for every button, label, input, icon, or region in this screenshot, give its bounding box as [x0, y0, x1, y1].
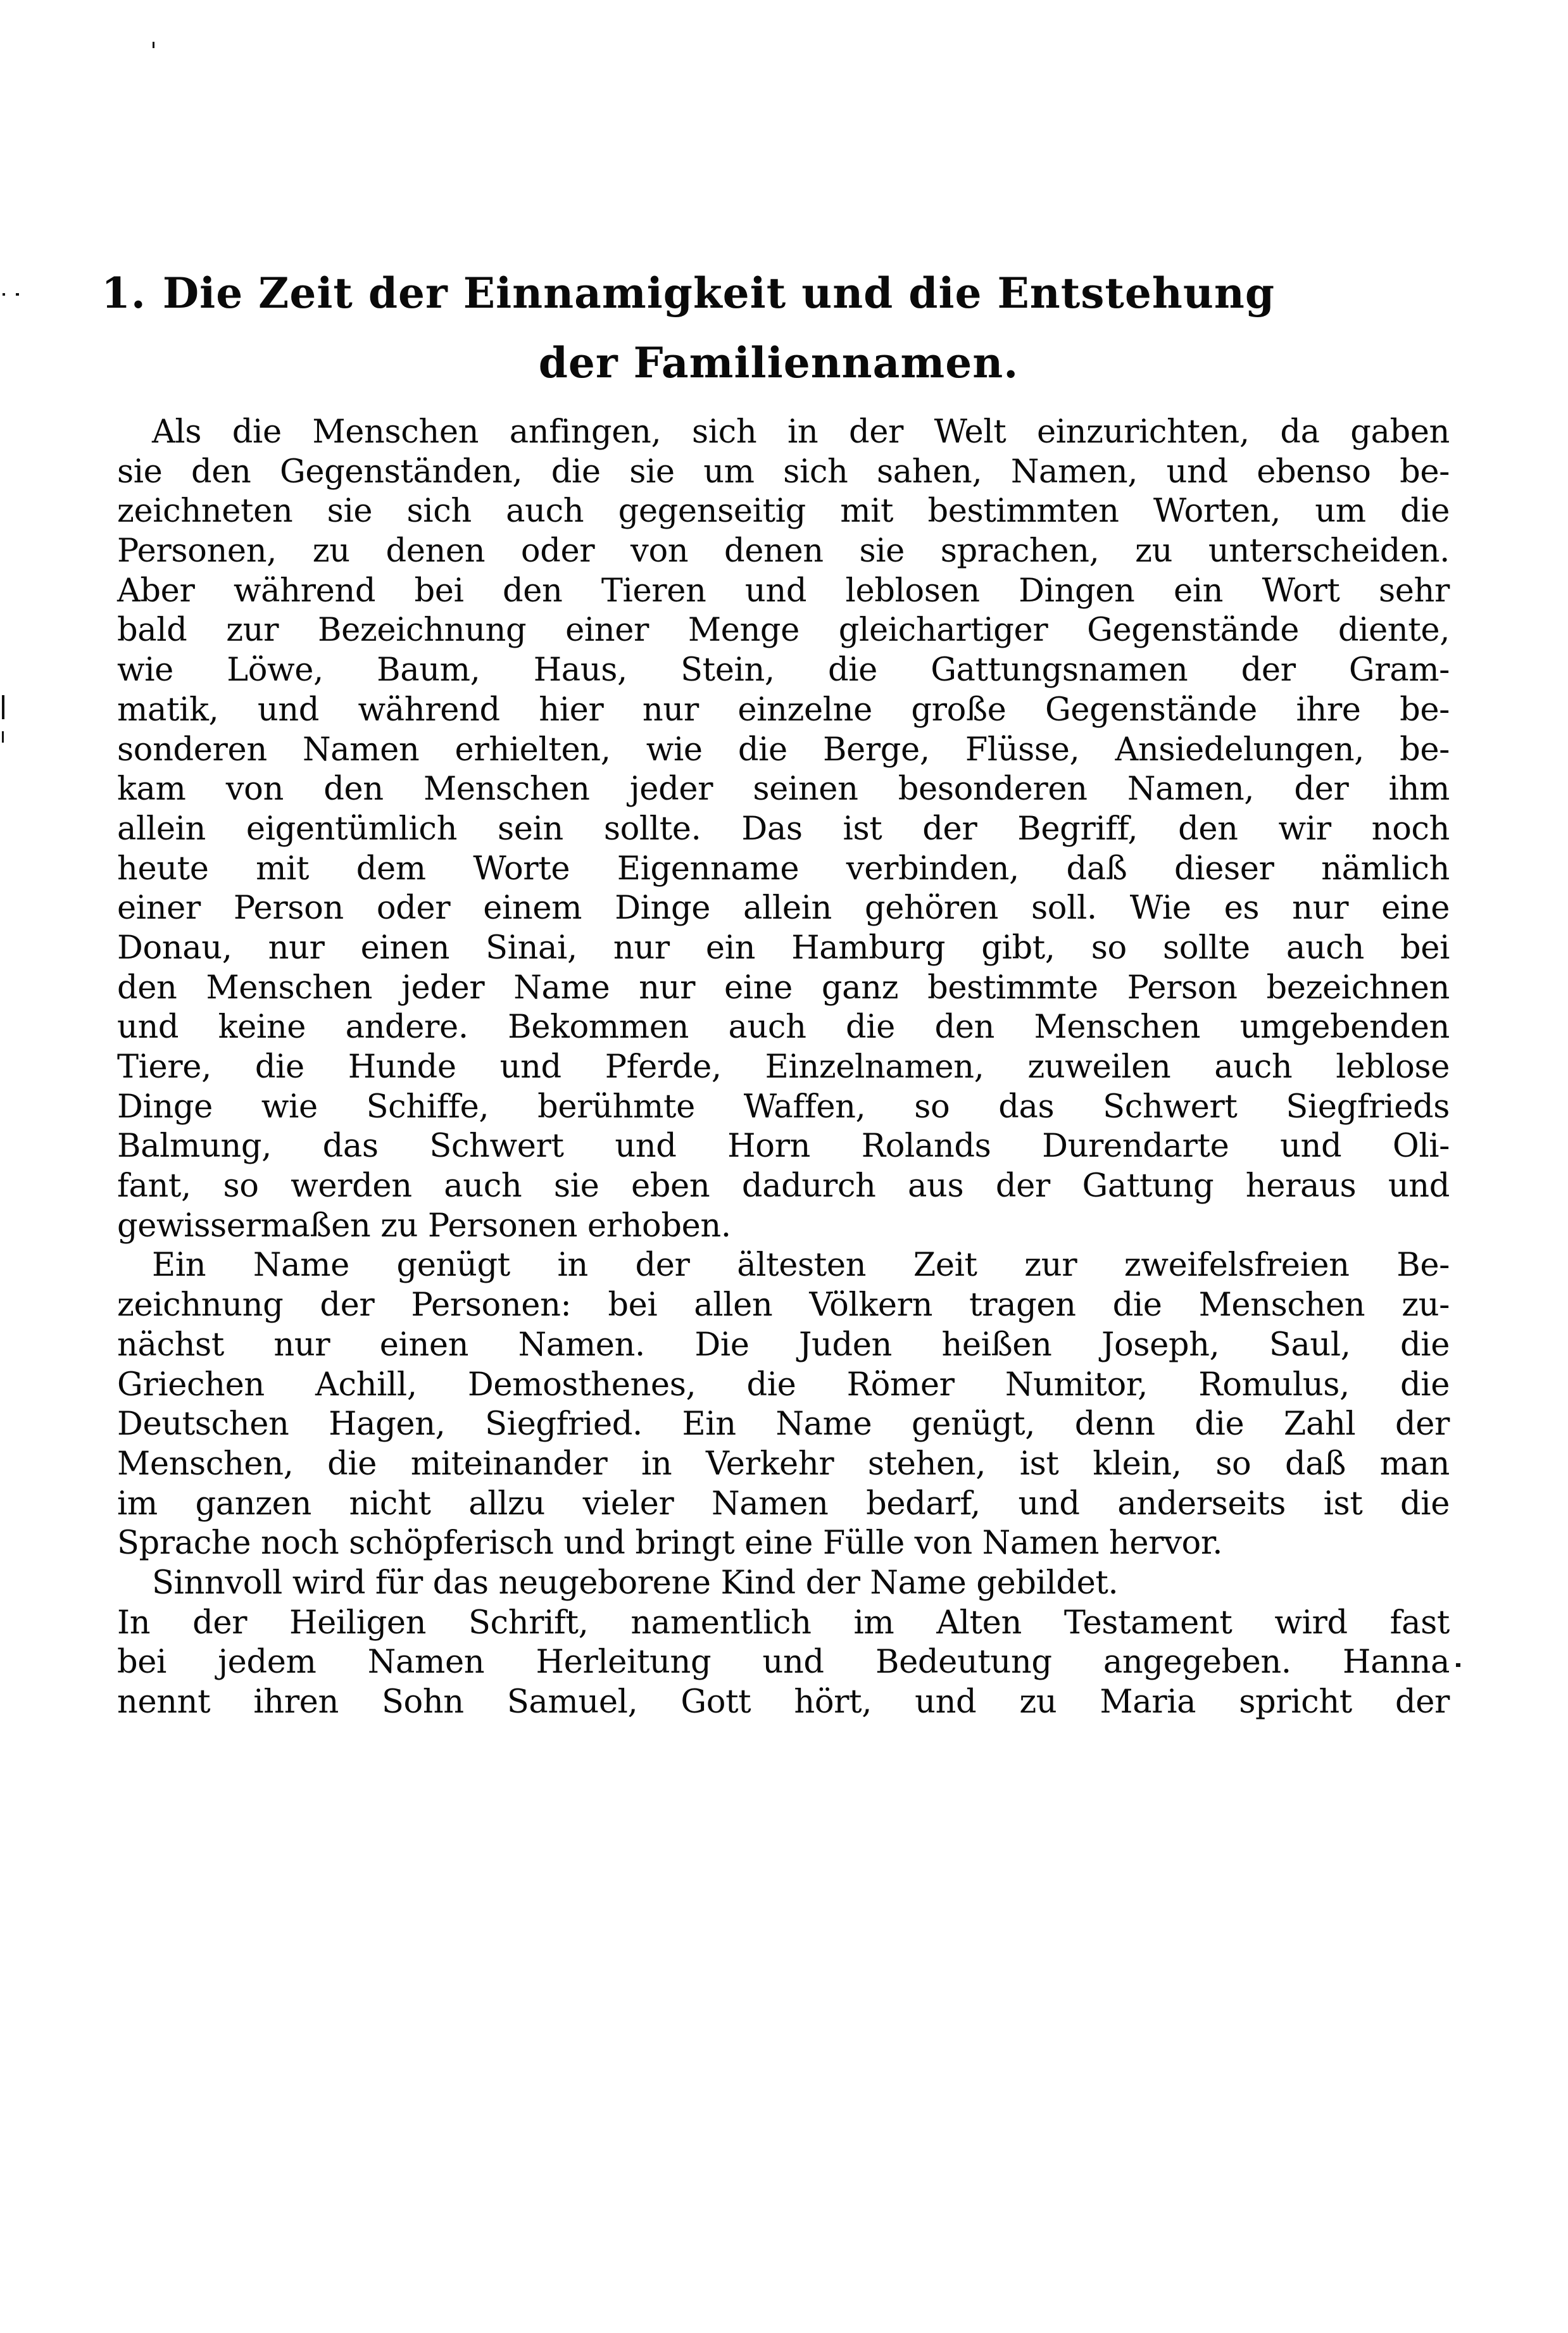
body-text — [117, 413, 1450, 1723]
text-line: fant, so werden auch sie eben dadurch aus der Gattung heraus und — [117, 1167, 1450, 1205]
chapter-number: 1. — [101, 268, 146, 318]
text-line: kam von den Menschen jeder seinen besonderen Namen, der ihm — [117, 770, 1450, 808]
text-line: sie den Gegenständen, die sie um sich sahen, Namen, und ebenso be- — [117, 453, 1450, 491]
text-line: Griechen Achill, Demosthenes, die Römer Numitor, Romulus, die — [117, 1366, 1450, 1404]
text-line: bald zur Bezeichnung einer Menge gleichartiger Gegenstände diente, — [117, 612, 1450, 650]
text-line: Sprache noch schöpferisch und bringt eine Fülle von Namen hervor. — [117, 1525, 1223, 1563]
text-line: gewissermaßen zu Personen erhoben. — [117, 1207, 731, 1245]
text-line: zeichnung der Personen: bei allen Völkern tragen die Menschen zu- — [117, 1286, 1450, 1324]
scan-speck — [2, 731, 4, 743]
text-line: Donau, nur einen Sinai, nur ein Hamburg gibt, so sollte auch bei — [117, 929, 1450, 967]
text-line: matik, und während hier nur einzelne große Gegenstände ihre be- — [117, 691, 1450, 729]
chapter-title-text: Die Zeit der Einnamigkeit und die Entstehung — [162, 268, 1276, 318]
text-line: Tiere, die Hunde und Pferde, Einzelnamen, zuweilen auch leblose — [117, 1048, 1450, 1086]
text-line: Sinnvoll wird für das neugeborene Kind der Name gebildet. — [152, 1564, 1119, 1602]
text-line: Dinge wie Schiffe, berühmte Waffen, so das Schwert Siegfrieds — [117, 1088, 1450, 1126]
scan-speck — [153, 42, 154, 48]
text-line: sonderen Namen erhielten, wie die Berge, Flüsse, Ansiedelungen, be- — [117, 731, 1450, 769]
text-line: allein eigentümlich sein sollte. Das ist der Begriff, den wir noch — [117, 810, 1450, 848]
scan-speck — [1456, 1663, 1460, 1667]
text-line: Menschen, die miteinander in Verkehr stehen, ist klein, so daß man — [117, 1445, 1450, 1483]
text-line: bei jedem Namen Herleitung und Bedeutung angegeben. Hanna — [117, 1644, 1450, 1682]
text-line: wie Löwe, Baum, Haus, Stein, die Gattungsnamen der Gram- — [117, 651, 1450, 689]
text-line: den Menschen jeder Name nur eine ganz bestimmte Person bezeichnen — [117, 969, 1450, 1007]
text-line: zeichneten sie sich auch gegenseitig mit bestimmten Worten, um die — [117, 493, 1450, 531]
text-line: nächst nur einen Namen. Die Juden heißen Joseph, Saul, die — [117, 1326, 1450, 1364]
text-line: und keine andere. Bekommen auch die den Menschen umgebenden — [117, 1009, 1450, 1047]
text-line: im ganzen nicht allzu vieler Namen bedarf, und anderseits ist die — [117, 1485, 1450, 1523]
text-line: Als die Menschen anfingen, sich in der Welt einzurichten, da gaben — [152, 413, 1450, 451]
text-line: In der Heiligen Schrift, namentlich im Alten Testament wird fast — [117, 1604, 1450, 1642]
scan-speck — [3, 293, 5, 296]
scan-speck — [16, 293, 19, 296]
text-line: einer Person oder einem Dinge allein gehören soll. Wie es nur eine — [117, 890, 1450, 928]
scan-speck — [2, 695, 4, 719]
text-line: Balmung, das Schwert und Horn Rolands Durendarte und Oli- — [117, 1128, 1450, 1166]
text-line: nennt ihren Sohn Samuel, Gott hört, und zu Maria spricht der — [117, 1683, 1450, 1721]
text-line: Aber während bei den Tieren und leblosen Dingen ein Wort sehr — [117, 572, 1450, 610]
chapter-title-line-2: der Familiennamen. — [538, 338, 1019, 387]
text-line: Deutschen Hagen, Siegfried. Ein Name genügt, denn die Zahl der — [117, 1405, 1450, 1443]
chapter-title-line-1 — [101, 268, 1469, 318]
text-line: Ein Name genügt in der ältesten Zeit zur zweifelsfreien Be- — [152, 1247, 1450, 1285]
text-line: Personen, zu denen oder von denen sie sprachen, zu unterscheiden. — [117, 532, 1450, 570]
text-line: heute mit dem Worte Eigenname verbinden, daß dieser nämlich — [117, 850, 1450, 888]
